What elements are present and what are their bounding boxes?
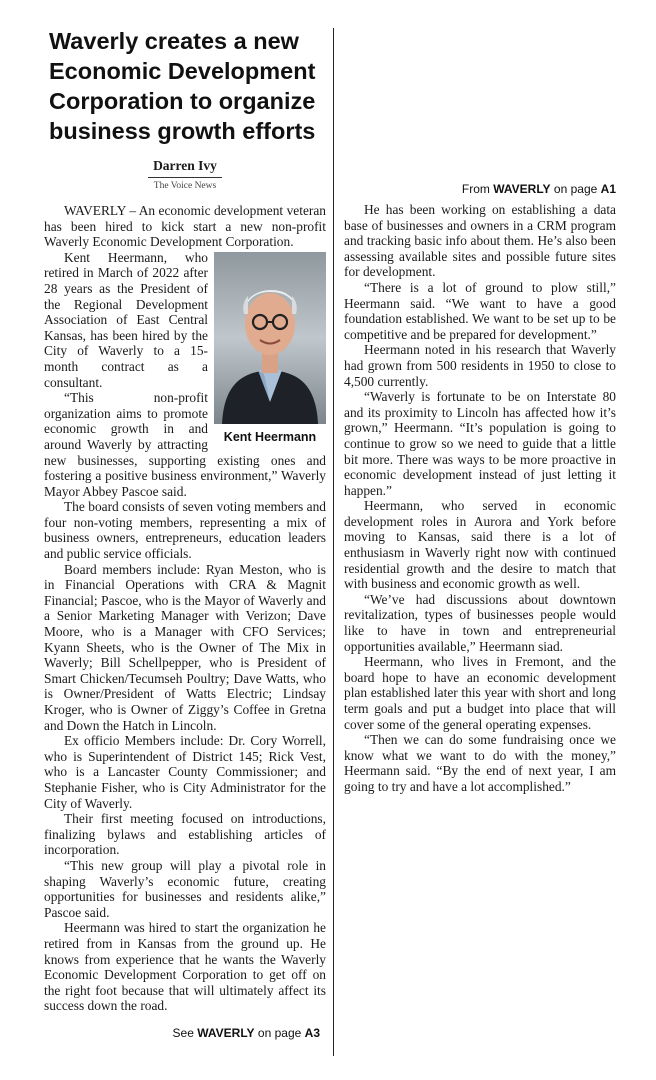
- paragraph: WAVERLY – An economic development veteran has been hired to kick start a new non-profit Waverly Economic Development Corporation.: [44, 203, 326, 250]
- photo-caption: Kent Heermann: [223, 429, 317, 444]
- jump-prefix: From: [461, 182, 490, 196]
- continued-on-link[interactable]: [44, 1026, 326, 1040]
- portrait-photo: [214, 252, 326, 424]
- paragraph: Heermann noted in his research that Waverly had grown from 500 residents in 1950 to close to 4,500 currently.: [344, 342, 616, 389]
- byline-author: Darren Ivy: [153, 158, 217, 173]
- paragraph: Heermann, who lives in Fremont, and the board hope to have an economic development plan established later this year with short and long term goals and put a budget into place that will cover some of the general operating expenses.: [344, 654, 616, 732]
- paragraph: Their first meeting focused on introductions, finalizing bylaws and establishing articles of incorporation.: [44, 811, 326, 858]
- paragraph: The board consists of seven voting members and four non-voting members, representing a mix of business owners, entrepreneurs, education leaders and public service officials.: [44, 499, 326, 562]
- paragraph: “This new group will play a pivotal role in shaping Waverly’s economic future, creating opportunities for businesses and residents alike,” Pascoe said.: [44, 857, 326, 920]
- byline-outlet: The Voice News: [153, 181, 217, 191]
- paragraph: Heermann, who served in economic development roles in Aurora and York before moving to Kansas, said there is a lot of enthusiasm in Waverly right now with continued residential growth and the desire to match that with business and economic growth as well.: [344, 498, 616, 592]
- jump-mid: on page: [257, 1025, 302, 1040]
- jump-page: A3: [304, 1025, 320, 1040]
- paragraph: “There is a lot of ground to plow still,” Heermann said. “We want to have a good foundation established. We want to be set up to be competitive and be prepared for development.”: [344, 279, 616, 342]
- paragraph: Kent Heermann, who retired in March of 2022 after 28 years as the President of the Regional Development Association of East Central Kansas, has been hired by the City of Waverly to a 15-month contract as a consultant.: [44, 249, 208, 390]
- paragraph: Heermann was hired to start the organization he retired from in Kansas from the ground up. He knows from experience that he wants the Waverly Economic Development Corporation to get off on the right foot because that will ultimately affect its success down the road.: [44, 920, 326, 1014]
- jump-name: WAVERLY: [197, 1025, 255, 1040]
- paragraph: “Then we can do some fundraising once we know what we want to do with the money,” Heermann said. “By the end of next year, I am going to try and have a lot accomplished.”: [344, 732, 616, 794]
- jump-name: WAVERLY: [493, 182, 551, 196]
- paragraph: Ex officio Members include: Dr. Cory Worrell, who is Superintendent of District 145; Rick Vest, who is a Lancaster County Commissioner; and Stephanie Fisher, who is City Administrator for the City of Waverly.: [44, 733, 326, 811]
- jump-page: A1: [600, 182, 616, 196]
- paragraph: “This non-profit organization aims to promote economic growth in and around Waverly by attracting new businesses, supporting existing ones and fostering a positive business environment,” Waverly Mayor Abbey Pascoe said.: [44, 390, 326, 499]
- left-column: [44, 0, 326, 1040]
- article-headline: Waverly creates a new Economic Development Corporation to organize business growth efforts: [49, 28, 316, 144]
- paragraph: He has been working on establishing a data base of businesses and owners in a CRM program and tracking basic info about them. He’s also been assessing available sites and possible future sites for development.: [344, 202, 616, 280]
- paragraph: “We’ve had discussions about downtown revitalization, types of businesses people would like to have in town and entrepreneurial opportunities available,” Heermann siad.: [344, 591, 616, 654]
- paragraph: Board members include: Ryan Meston, who is in Financial Operations with CRA & Magnit Financial; Pascoe, who is the Mayor of Waverly and a Senior Marketing Manager with Verizon; Dave Moore, who is a Manager with CFO Services; Kyann Sheets, who is the Owner of The Mix in Waverly; Bill Schellpepper, who is President of Smart Chicken/Tecumseh Poultry; Dave Watts, who is Owner/President of Watts Electric; Lindsay Kroger, who is Owner of Ziggy’s Coffee in Gretna and Down the Hatch in Lincoln.: [44, 561, 326, 733]
- portrait-illustration: [214, 252, 326, 424]
- jump-prefix: See: [172, 1025, 194, 1040]
- jump-mid: on page: [553, 182, 598, 196]
- portrait-photo-block: [214, 252, 326, 444]
- column-divider: [333, 28, 334, 1056]
- right-column: [344, 0, 616, 795]
- continued-from-link[interactable]: [344, 182, 616, 196]
- byline-rule: [148, 177, 222, 178]
- paragraph: “Waverly is fortunate to be on Interstate 80 and its proximity to Lincoln has affected how it’s grown,” Heermann. “It’s population is going to continue to grow so we need to guide that a little bit more. There was ways to be more proactive in economic development instead of just letting it happen.”: [344, 389, 616, 498]
